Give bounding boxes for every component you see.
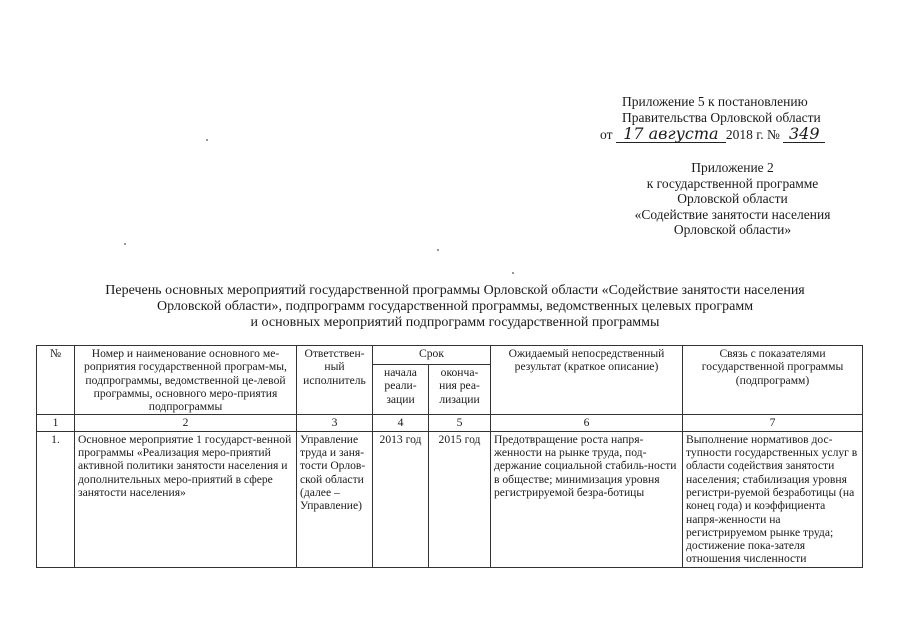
scan-speck: [512, 272, 514, 274]
appendix-5-header: [600, 94, 860, 143]
header-num: №: [37, 346, 75, 415]
scan-speck: [124, 243, 126, 245]
appendix-5-line-1: Приложение 5 к постановлению: [622, 94, 808, 109]
appendix-5-line-3: [600, 126, 860, 143]
appendix-2-line-1: Приложение 2: [691, 160, 774, 175]
header-end: оконча-ния реа-лизации: [429, 365, 491, 415]
row-end: 2015 год: [429, 431, 491, 567]
row-link: Выполнение нормативов дос-тупности государственных услуг в области содействия занятости населения; стабилизация уровня регистри-руемой безработицы (на конец года) и коэффициента напря-женности на регистрируемом рынке труда; достижение пока-зателя отношения численности: [683, 431, 863, 567]
column-number: 3: [297, 415, 373, 431]
handwritten-date: 17 августа: [616, 126, 726, 143]
document-title: [40, 283, 870, 330]
measures-table: [36, 345, 863, 568]
row-start: 2013 год: [373, 431, 429, 567]
header-link: Связь с показателями государственной программы (подпрограмм): [683, 346, 863, 415]
appendix-2-line-2: к государственной программе: [646, 175, 819, 191]
header-result: Ожидаемый непосредственный результат (краткое описание): [491, 346, 683, 415]
column-number: 1: [37, 415, 75, 431]
table-row: [37, 431, 863, 567]
header-executor: Ответствен-ный исполнитель: [297, 346, 373, 415]
document-title-line-2: Орловской области», подпрограмм государственной программы, ведомственных целевых программ: [156, 298, 754, 314]
column-number: 5: [429, 415, 491, 431]
row-name: Основное мероприятие 1 государст-венной программы «Реализация меро-приятий активной политики занятости населения и дополнительных меро-приятий в сфере занятости населения»: [75, 431, 297, 567]
column-number: 6: [491, 415, 683, 431]
appendix-2-header: [605, 160, 860, 238]
scan-speck: [206, 139, 208, 141]
document-title-line-1: Перечень основных мероприятий государственной программы Орловской области «Содействие занятости населения: [105, 283, 805, 298]
document-title-line-3: и основных мероприятий подпрограмм государственной программы: [250, 314, 660, 330]
column-number: 7: [683, 415, 863, 431]
handwritten-number: 349: [783, 126, 825, 143]
row-num: 1.: [37, 431, 75, 567]
appendix-5-year: 2018 г. №: [725, 127, 780, 142]
column-number: 4: [373, 415, 429, 431]
column-number: 2: [75, 415, 297, 431]
table-header-row: [37, 346, 863, 365]
column-numbers-row: [37, 415, 863, 431]
header-start: начала реали-зации: [373, 365, 429, 415]
appendix-5-prefix: от: [600, 127, 613, 142]
appendix-2-line-3: Орловской области: [677, 191, 788, 206]
scan-speck: [437, 249, 439, 251]
header-name: Номер и наименование основного ме-роприятия государственной програм-мы, подпрограммы, ведомственной це-левой программы, основного меро-приятия подпрограммы: [75, 346, 297, 415]
appendix-2-line-4: «Содействие занятости населения: [634, 206, 831, 222]
header-term: Срок: [373, 346, 491, 365]
appendix-5-line-2: Правительства Орловской области: [622, 110, 821, 125]
row-executor: Управление труда и заня-тости Орлов-ской области (далее – Управление): [297, 431, 373, 567]
appendix-2-line-5: Орловской области»: [673, 222, 792, 237]
row-result: Предотвращение роста напря-женности на рынке труда, под-держание социальной стабиль-ности в обществе; минимизация уровня регистрируемой безра-ботицы: [491, 431, 683, 567]
